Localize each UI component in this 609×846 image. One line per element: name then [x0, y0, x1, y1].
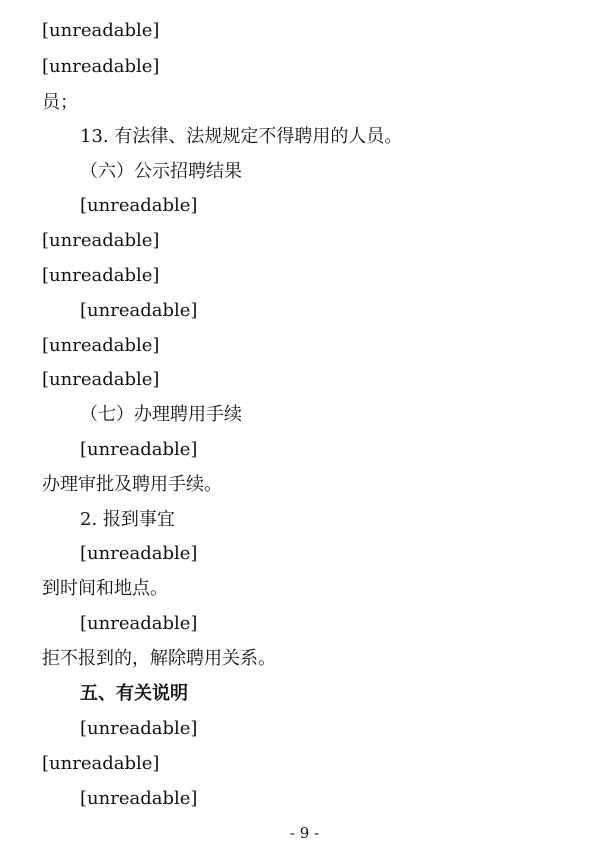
text-line: 2. 报到事宜	[80, 509, 175, 530]
text-line: [unreadable]	[42, 369, 160, 390]
section-heading: （六）公示招聘结果	[80, 161, 242, 182]
text-line: [unreadable]	[80, 613, 198, 634]
text-line: [unreadable]	[80, 543, 198, 564]
text-line: [unreadable]	[80, 439, 198, 460]
text-line: [unreadable]	[42, 753, 160, 774]
text-line: [unreadable]	[80, 300, 198, 321]
text-line: [unreadable]	[80, 718, 198, 739]
text-line: 到时间和地点。	[42, 578, 168, 599]
text-line: [unreadable]	[42, 20, 160, 41]
text-line: 办理审批及聘用手续。	[42, 474, 222, 495]
text-line: [unreadable]	[42, 56, 160, 77]
text-line: [unreadable]	[80, 788, 198, 809]
page-number: - 9 -	[289, 824, 320, 842]
text-line: [unreadable]	[42, 265, 160, 286]
text-line: 拒不报到的，解除聘用关系。	[42, 648, 276, 669]
section-heading: （七）办理聘用手续	[80, 404, 242, 425]
text-line: [unreadable]	[80, 195, 198, 216]
text-line: [unreadable]	[42, 230, 160, 251]
text-line: 13. 有法律、法规规定不得聘用的人员。	[80, 126, 403, 147]
section-heading: 五、有关说明	[80, 683, 188, 704]
text-line: [unreadable]	[42, 335, 160, 356]
text-line: 员；	[42, 92, 78, 113]
